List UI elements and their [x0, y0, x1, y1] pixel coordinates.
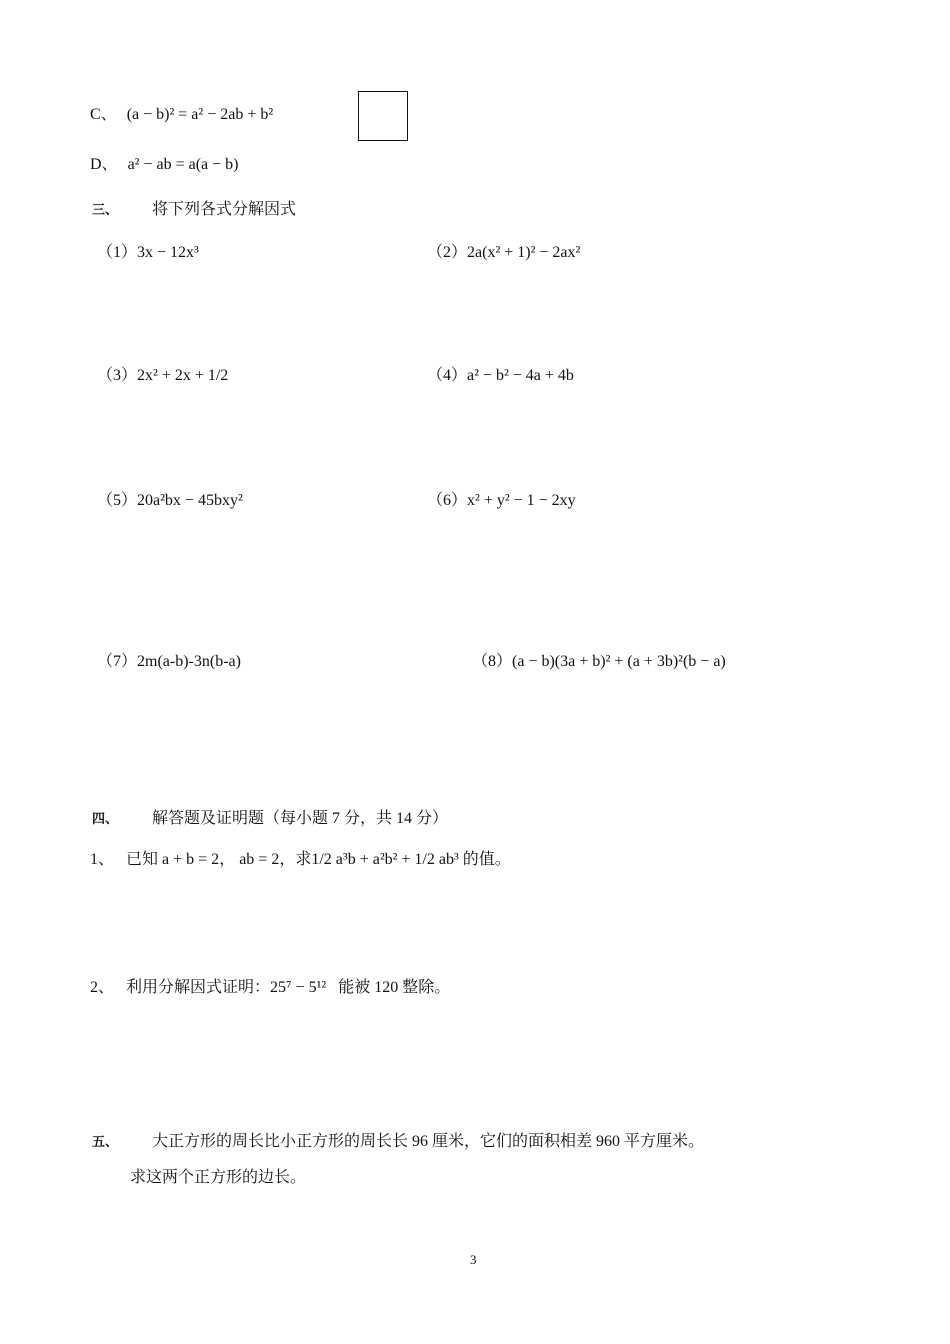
- item-4: [427, 365, 574, 387]
- item-6: [427, 490, 576, 512]
- section-4-title: 解答题及证明题（每小题 7 分，共 14 分）: [152, 810, 449, 827]
- option-d: [90, 154, 239, 176]
- question-2-tail: 能被 120 整除。: [338, 979, 451, 996]
- option-c-label: C、: [90, 106, 117, 123]
- question-1-given: 已知: [126, 851, 159, 868]
- item-2: [427, 242, 580, 264]
- item-6-expr: x² + y² − 1 − 2xy: [467, 492, 576, 509]
- section-5-number: 五、: [92, 1135, 119, 1150]
- item-7-expr: 2m(a-b)-3n(b-a): [137, 653, 241, 670]
- question-1-condition-2: ab = 2: [239, 851, 280, 868]
- item-1: [97, 242, 199, 264]
- option-d-expr: a² − ab = a(a − b): [127, 156, 239, 173]
- item-4-label: （4）: [427, 367, 468, 384]
- item-7: [97, 651, 241, 673]
- option-c-expr: (a − b)² = a² − 2ab + b²: [126, 106, 274, 123]
- question-2: [90, 977, 450, 999]
- question-1-separator: ，: [219, 851, 236, 868]
- item-6-label: （6）: [427, 492, 468, 509]
- section-5-line-2: [130, 1167, 306, 1189]
- question-2-label: 2、: [90, 979, 115, 996]
- question-1-label: 1、: [90, 851, 115, 868]
- item-5-label: （5）: [97, 492, 138, 509]
- option-d-label: D、: [90, 156, 118, 173]
- page-number: 3: [470, 1252, 477, 1267]
- item-1-expr: 3x − 12x³: [137, 244, 199, 261]
- item-5: [97, 490, 243, 512]
- item-1-label: （1）: [97, 244, 138, 261]
- item-2-expr: 2a(x² + 1)² − 2ax²: [467, 244, 581, 261]
- question-1: [90, 849, 511, 871]
- answer-box[interactable]: [358, 91, 408, 141]
- question-1-condition-1: a + b = 2: [162, 851, 220, 868]
- item-3: [97, 365, 228, 387]
- section-4-heading: [92, 808, 448, 831]
- item-2-label: （2）: [427, 244, 468, 261]
- section-5-text-2: 求这两个正方形的边长。: [130, 1169, 307, 1186]
- question-1-expression: 1/2 a³b + a²b² + 1/2 ab³: [311, 851, 459, 868]
- item-3-expr: 2x² + 2x + 1/2: [137, 367, 229, 384]
- item-5-expr: 20a²bx − 45bxy²: [137, 492, 243, 509]
- section-3-heading: [92, 199, 296, 222]
- section-5-text-1: 大正方形的周长比小正方形的周长长 96 厘米，它们的面积相差 960 平方厘米。: [152, 1133, 705, 1150]
- question-1-ask: ，求: [279, 851, 312, 868]
- item-7-label: （7）: [97, 653, 138, 670]
- item-4-expr: a² − b² − 4a + 4b: [467, 367, 574, 384]
- section-3-title: 将下列各式分解因式: [152, 201, 297, 218]
- item-8: [472, 651, 726, 673]
- option-c: [90, 104, 273, 126]
- section-3-number: 三、: [92, 203, 119, 218]
- item-3-label: （3）: [97, 367, 138, 384]
- item-8-label: （8）: [472, 653, 513, 670]
- item-8-expr: (a − b)(3a + b)² + (a + 3b)²(b − a): [512, 653, 726, 670]
- section-4-number: 四、: [92, 812, 119, 827]
- question-2-text: 利用分解因式证明：: [126, 979, 271, 996]
- question-2-expression: 25⁷ − 5¹²: [270, 979, 327, 996]
- section-5-line-1: [92, 1131, 704, 1154]
- question-1-tail: 的值。: [462, 851, 511, 868]
